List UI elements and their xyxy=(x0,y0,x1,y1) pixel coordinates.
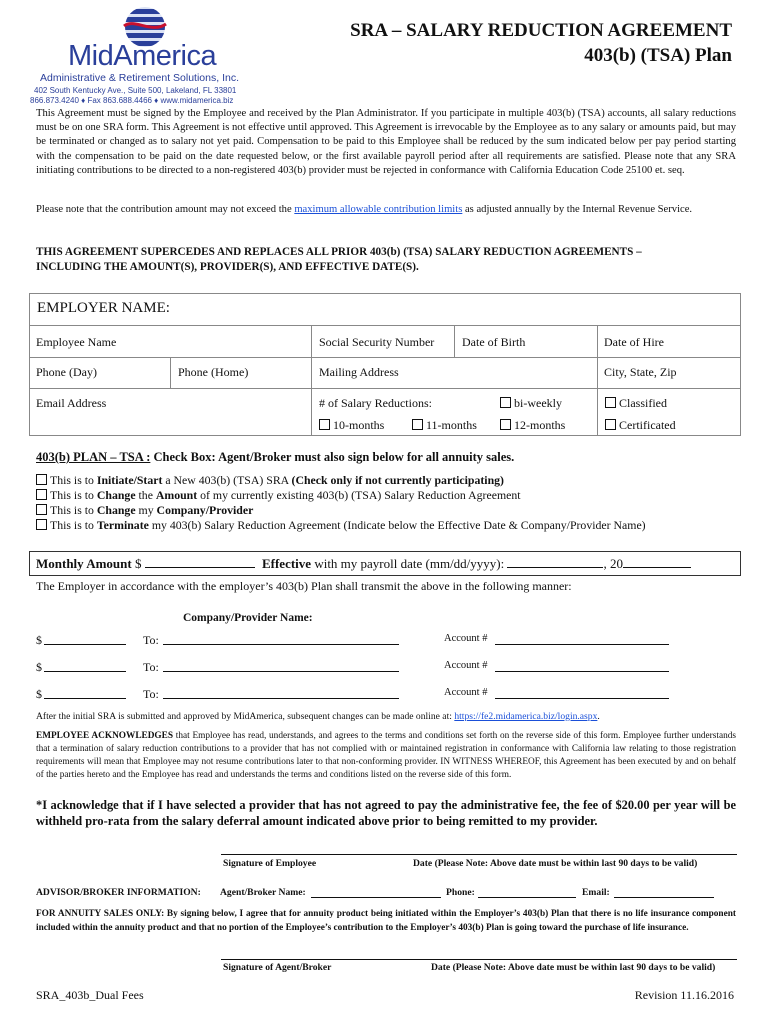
phone-day-field[interactable]: Phone (Day) xyxy=(36,365,97,379)
employee-name-field[interactable]: Employee Name xyxy=(36,335,117,349)
monthly-amount-input[interactable] xyxy=(145,556,255,568)
form-id: SRA_403b_Dual Fees xyxy=(36,988,144,1002)
provider-row: $ To: Account # xyxy=(36,660,736,676)
supersede-notice-2: INCLUDING THE AMOUNT(S), PROVIDER(S), AND EFFECTIVE DATE(S). xyxy=(36,261,419,273)
plan-option-change-amount[interactable]: This is to Change the Amount of my currently existing 403(b) (TSA) Salary Reduction Agreement xyxy=(36,488,521,503)
online-changes-note: After the initial SRA is submitted and approved by MidAmerica, subsequent changes can be made online at: https://fe2.midamerica.biz/login.aspx. xyxy=(36,711,600,722)
supersede-notice-1: THIS AGREEMENT SUPERCEDES AND REPLACES ALL PRIOR 403(b) (TSA) SALARY REDUCTION AGREEMENTS – xyxy=(36,246,642,258)
agent-name-input[interactable] xyxy=(311,886,441,898)
agent-date-label: Date (Please Note: Above date must be within last 90 days to be valid) xyxy=(431,962,716,973)
account-number-input[interactable] xyxy=(495,660,669,672)
10months-option[interactable]: 10-months xyxy=(319,418,384,433)
advisor-row: ADVISOR/BROKER INFORMATION: Agent/Broker Name: Phone: Email: xyxy=(36,887,736,901)
employee-signature-line[interactable] xyxy=(221,854,737,855)
change-provider-checkbox[interactable] xyxy=(36,504,47,515)
salary-reductions-label: # of Salary Reductions: xyxy=(319,396,432,410)
provider-name-input[interactable] xyxy=(163,687,399,699)
change-amount-checkbox[interactable] xyxy=(36,489,47,500)
login-link[interactable]: https://fe2.midamerica.biz/login.aspx xyxy=(454,711,598,722)
provider-name-input[interactable] xyxy=(163,633,399,645)
company-name: MidAmerica xyxy=(68,40,217,72)
plan-heading: 403(b) PLAN – TSA : Check Box: Agent/Broker must also sign below for all annuity sales. xyxy=(36,450,515,464)
biweekly-option[interactable]: bi-weekly xyxy=(500,396,562,411)
ssn-field[interactable]: Social Security Number xyxy=(319,335,435,349)
plan-option-initiate[interactable]: This is to Initiate/Start a New 403(b) (TSA) SRA (Check only if not currently participating) xyxy=(36,473,504,488)
terminate-checkbox[interactable] xyxy=(36,519,47,530)
employer-name-label: EMPLOYER NAME: xyxy=(37,300,170,316)
fee-notice: *I acknowledge that if I have selected a provider that has not agreed to pay the administrative fee, the fee of $20.00 per year will be withheld pro-rata from the salary deferral amount indicated above prior to being remitted to my provider. xyxy=(36,798,736,828)
phone-home-field[interactable]: Phone (Home) xyxy=(178,365,249,379)
company-subtitle: Administrative & Retirement Solutions, Inc. xyxy=(40,72,239,84)
page-title: SRA – SALARY REDUCTION AGREEMENT xyxy=(350,20,732,41)
12months-option[interactable]: 12-months xyxy=(500,418,565,433)
agent-phone-input[interactable] xyxy=(478,886,576,898)
classified-checkbox[interactable] xyxy=(605,397,616,408)
mailing-address-field[interactable]: Mailing Address xyxy=(319,365,399,379)
provider-amount-input[interactable] xyxy=(44,660,126,672)
initiate-checkbox[interactable] xyxy=(36,474,47,485)
intro-paragraph: This Agreement must be signed by the Employee and received by the Plan Administrator. If you participate in multiple 403(b) (TSA) accounts, all salary reductions must be on one SRA form. This Agreement is not effective until approved. This Agreement is irrevocable by the Employee as to any salary or amounts paid, but may be terminated or changed as to salary not yet paid. Compensation to be paid to this Employee shall be reduced by the sum indicated below per pay period starting with the compensation to be paid on the date requested below, or the first available payroll period after all requirements are satisfied. Please note that any SRA initiating contributions to be directed to a non-registered 403(b) provider must be rejected in conformance with California Education Code 25100 et. seq. xyxy=(36,108,736,176)
classified-option[interactable]: Classified xyxy=(605,396,667,411)
effective-year-input[interactable] xyxy=(623,556,691,568)
effective-date-input[interactable] xyxy=(507,556,603,568)
provider-amount-input[interactable] xyxy=(44,687,126,699)
contribution-limits-link[interactable]: maximum allowable contribution limits xyxy=(294,204,463,215)
agent-email-input[interactable] xyxy=(614,886,714,898)
account-number-input[interactable] xyxy=(495,633,669,645)
company-provider-label: Company/Provider Name: xyxy=(183,612,313,624)
10months-checkbox[interactable] xyxy=(319,419,330,430)
hire-date-field[interactable]: Date of Hire xyxy=(604,335,664,349)
provider-row: $ To: Account # xyxy=(36,687,736,703)
employee-date-label: Date (Please Note: Above date must be within last 90 days to be valid) xyxy=(413,858,698,869)
certificated-option[interactable]: Certificated xyxy=(605,418,676,433)
logo xyxy=(30,4,264,108)
employee-acknowledgement: EMPLOYEE ACKNOWLEDGES that Employee has read, understands, and agrees to the terms and conditions set forth on the reverse side of this form. Employee further understands that a termination of salary reduction contributions to a provider that has not complied with or maintained registration in conformance with California law relating to those registration requirements will mean that Employee may not resume contributions later to that non-conforming provider. IN WITNESS WHEREOF, this Agreement has been executed by and on behalf of the parties hereto and the Employee has read and understands the terms and conditions listed on the reverse side of this form. xyxy=(36,731,737,780)
plan-option-terminate[interactable]: This is to Terminate my 403(b) Salary Reduction Agreement (Indicate below the Effective Date & Company/Provider Name) xyxy=(36,518,646,533)
revision-date: Revision 11.16.2016 xyxy=(634,988,734,1002)
transmit-text: The Employer in accordance with the employer’s 403(b) Plan shall transmit the above in the following manner: xyxy=(36,579,572,593)
page-subtitle: 403(b) (TSA) Plan xyxy=(584,45,732,66)
email-field[interactable]: Email Address xyxy=(36,396,107,410)
agent-signature-label: Signature of Agent/Broker xyxy=(223,962,332,973)
plan-option-change-provider[interactable]: This is to Change my Company/Provider xyxy=(36,503,253,518)
company-contact: 866.873.4240 ♦ Fax 863.688.4466 ♦ www.midamerica.biz xyxy=(30,96,234,105)
provider-name-input[interactable] xyxy=(163,660,399,672)
agent-signature-line[interactable] xyxy=(221,959,737,960)
city-state-zip-field[interactable]: City, State, Zip xyxy=(604,365,677,379)
account-number-input[interactable] xyxy=(495,687,669,699)
provider-row: $ To: Account # xyxy=(36,633,736,649)
11months-option[interactable]: 11-months xyxy=(412,418,477,433)
biweekly-checkbox[interactable] xyxy=(500,397,511,408)
certificated-checkbox[interactable] xyxy=(605,419,616,430)
annuity-notice: FOR ANNUITY SALES ONLY: By signing below, I agree that for annuity product being initiated within the Employer’s 403(b) Plan that there is no life insurance component included within the annuity product and that no portion of the Employee’s contribution to the Employer’s 403(b) Plan is going toward the purchase of life insurance. xyxy=(36,909,736,933)
dob-field[interactable]: Date of Birth xyxy=(462,335,526,349)
limit-note: Please note that the contribution amount may not exceed the maximum allowable contribution limits as adjusted annually by the Internal Revenue Service. xyxy=(36,204,693,215)
provider-amount-input[interactable] xyxy=(44,633,126,645)
11months-checkbox[interactable] xyxy=(412,419,423,430)
company-address: 402 South Kentucky Ave., Suite 500, Lakeland, FL 33801 xyxy=(34,86,237,95)
employee-signature-label: Signature of Employee xyxy=(223,858,317,869)
monthly-amount-row: Monthly Amount $ Effective with my payroll date (mm/dd/yyyy): , 20 xyxy=(36,556,691,572)
12months-checkbox[interactable] xyxy=(500,419,511,430)
